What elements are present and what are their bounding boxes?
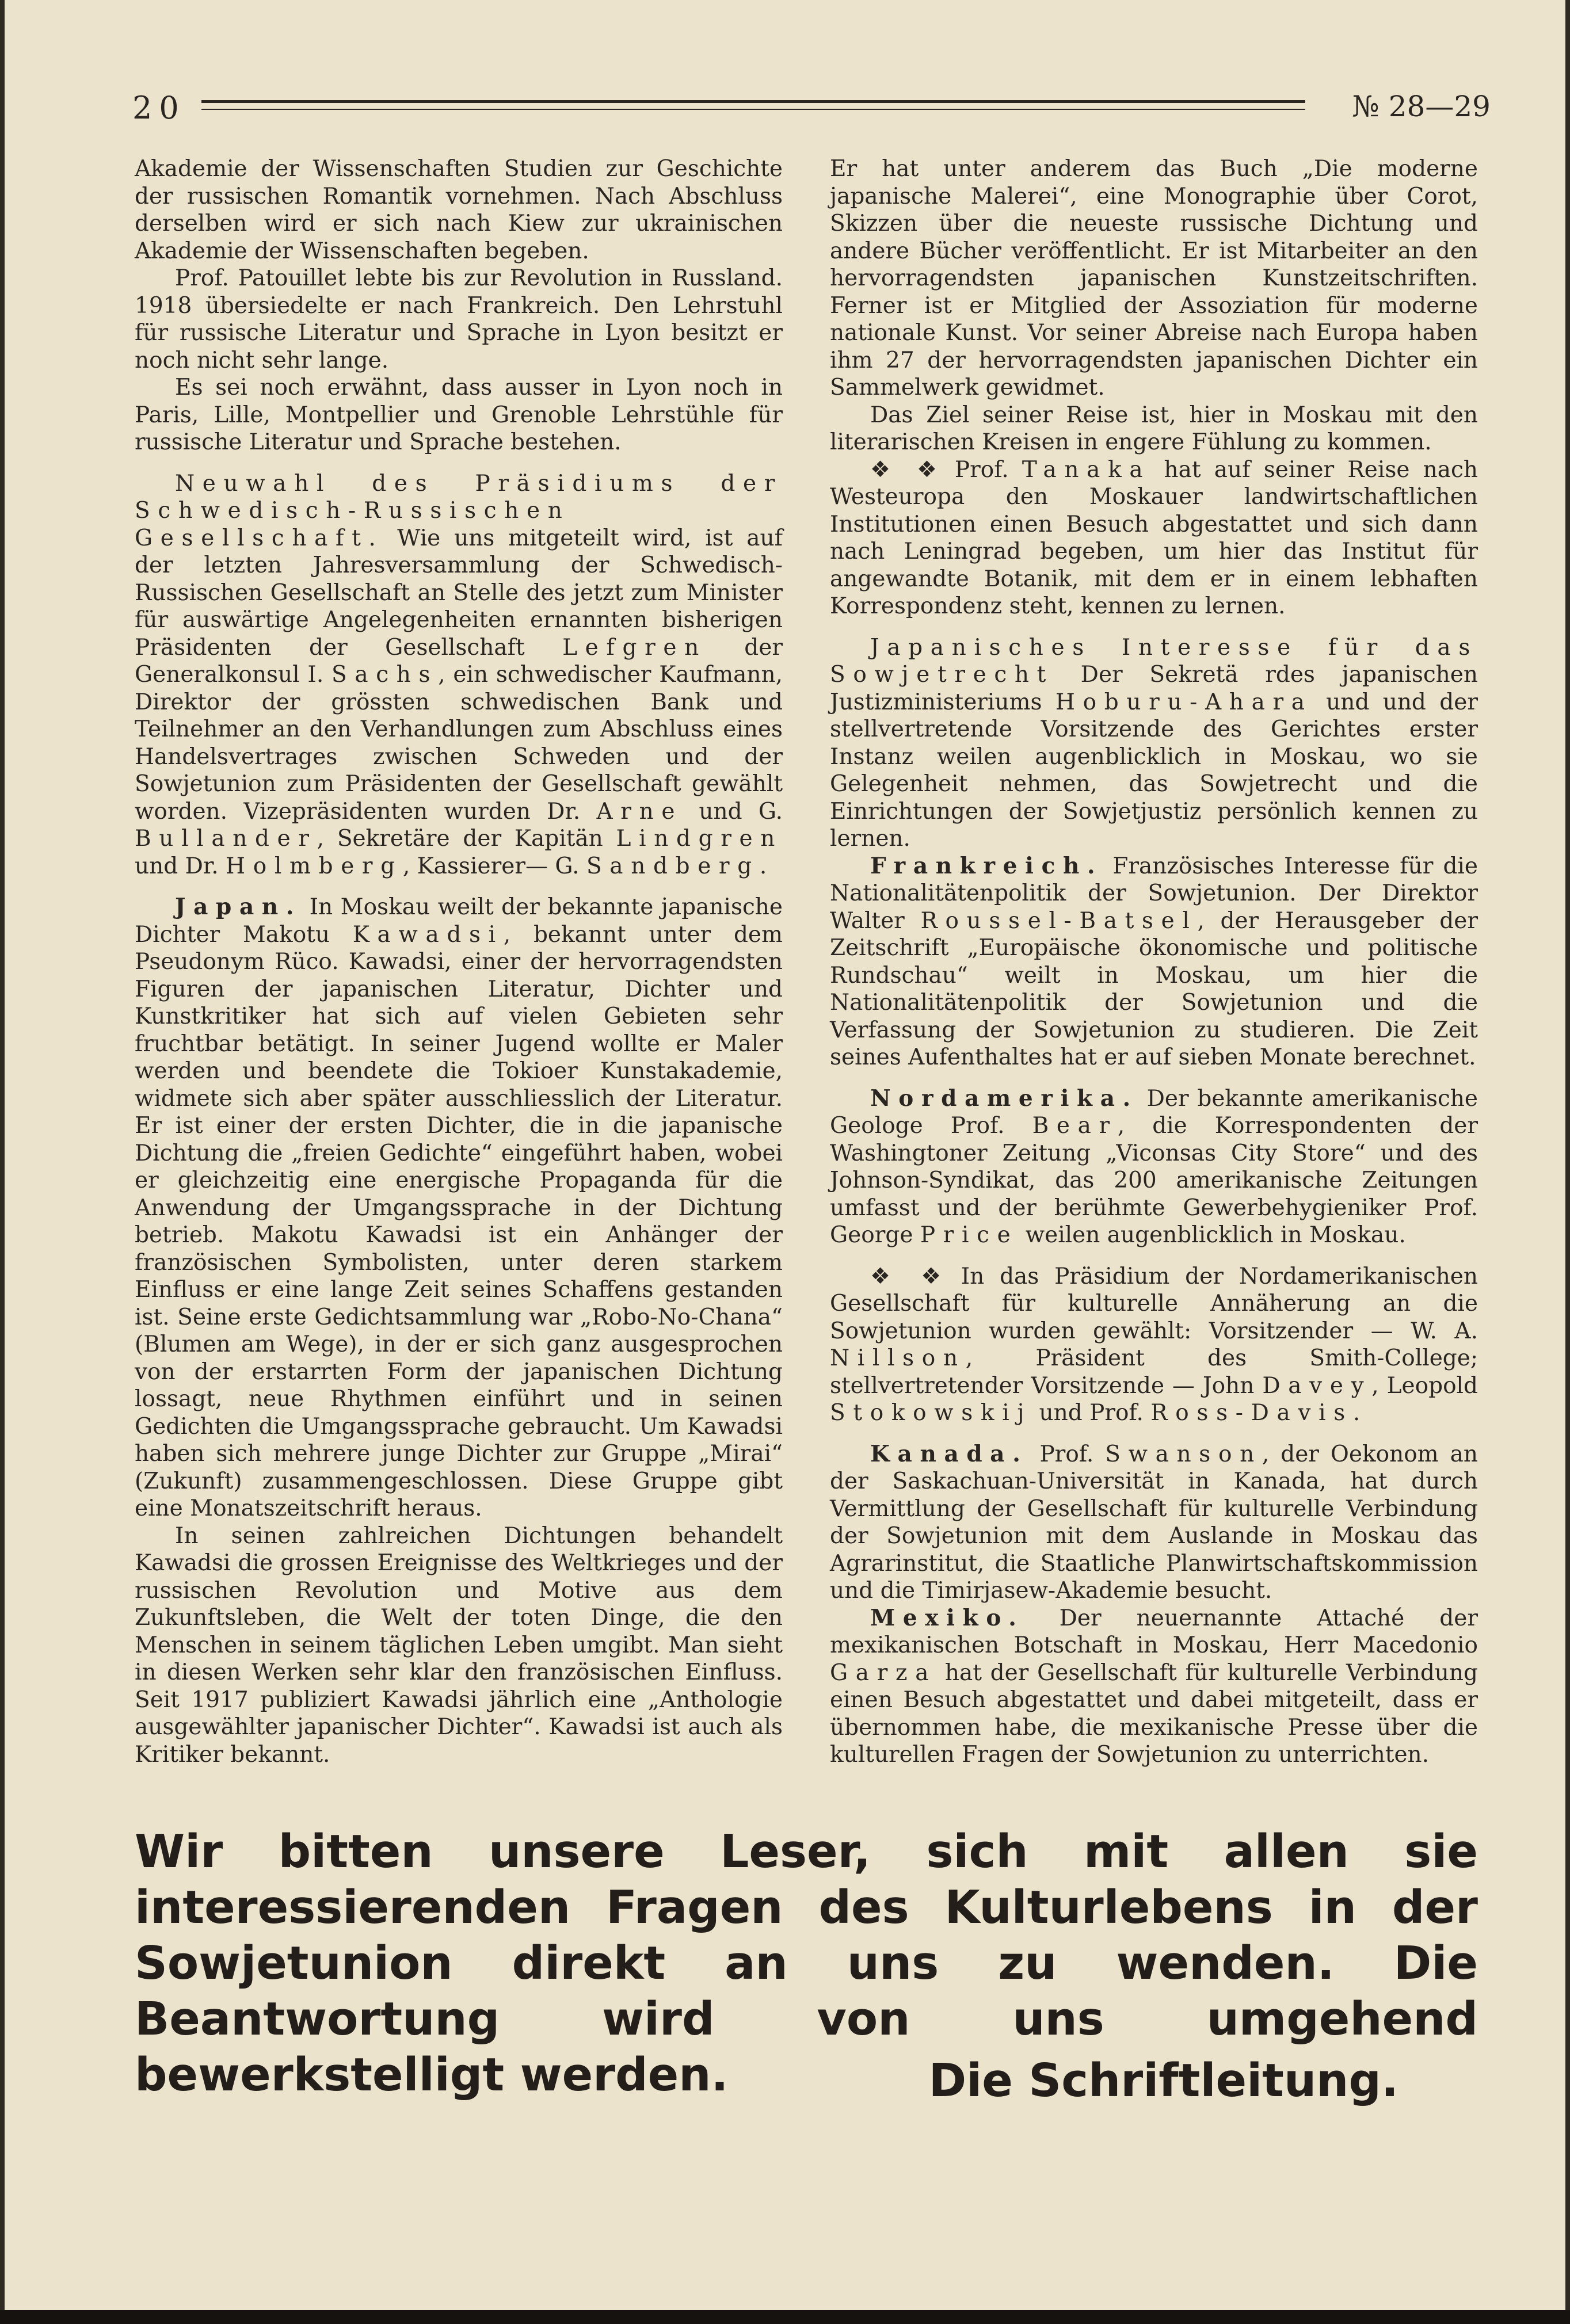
article-heading: Nordamerika.	[870, 1085, 1138, 1112]
issue-number: № 28—29	[1352, 90, 1491, 123]
person-name: Sachs	[331, 662, 439, 688]
text: , Kassierer— G.	[402, 853, 586, 879]
person-name: Lefgren	[562, 634, 707, 661]
text: und Prof.	[1032, 1400, 1151, 1426]
text: , Präsident des Smith-College; stellvertretender Vorsitzende — John	[830, 1345, 1478, 1399]
text: , der Oekonom an der Saskachuan-Universität in Kanada, hat durch Vermittlung der Gesellschaft für kulturelle Verbindung der Sowjetunion mit dem Auslande in Moskau das Agrarinstitut, die Staatliche Planwirtschaftskommission und die Timirjasew-Akademie besucht.	[830, 1441, 1478, 1604]
ornament-icon: ❖ ❖	[870, 456, 947, 483]
article-canada	[830, 1441, 1478, 1605]
article-heading: Frankreich.	[870, 852, 1103, 879]
text: hat auf seiner Reise nach Westeuropa den Moskauer landwirtschaftlichen Institutionen einen Besuch abgestattet und sich dann nach Leningrad begeben, um hier das Institut für angewandte Botanik, mit dem er in einem lebhaften Korrespondenz steht, kennen zu lernen.	[830, 456, 1478, 619]
article-tanaka	[830, 456, 1478, 620]
person-name: Lindgren	[616, 826, 783, 852]
article-swedish-russian-society	[135, 470, 783, 880]
text: hat der Gesellschaft für kulturelle Verbindung einen Besuch abgestattet und dabei mitgeteilt, dass er übernommen habe, die mexikanische Presse über die kulturellen Fragen der Sowjetunion zu unterrichten.	[830, 1659, 1478, 1768]
text: Der bekannte amerikanische Geologe Prof.	[830, 1085, 1478, 1139]
person-name: Swanson	[1105, 1441, 1262, 1467]
page-header	[132, 81, 1491, 127]
notice-text: Wir bitten unsere Leser, sich mit allen sie interessierenden Fragen des Kulturlebens in der Sowjetunion direkt an uns zu wenden. Die Beantwortung wird von uns umgehend bewerkstelligt werden.	[135, 1825, 1478, 2101]
text: und und der stellvertretende Vorsitzende des Gerichtes erster Instanz weilen augenblicklich in Moskau, wo sie Gelegenheit nehmen, das Sowjetrecht und die Einrichtungen der Sowjetjustiz persönlich kennen zu lernen.	[830, 689, 1478, 852]
article-france	[830, 853, 1478, 1071]
text: der Generalkonsul I.	[135, 634, 783, 688]
person-name: Bear	[1032, 1113, 1118, 1139]
text: .	[759, 853, 767, 879]
article-japanese-interest	[830, 634, 1478, 853]
paragraph: Er hat unter anderem das Buch „Die moderne japanische Malerei“, eine Monographie über Corot, Skizzen über die neueste russische Dichtung und andere Bücher veröffentlicht. Er ist Mitarbeiter an den hervorragendsten japanischen Kunstzeitschriften. Ferner ist er Mitglied der Assoziation für moderne nationale Kunst. Vor seiner Abreise nach Europa haben ihm 27 der hervorragendsten japanischen Dichter ein Sammelwerk gewidmet.	[830, 156, 1478, 400]
text: Prof.	[954, 456, 1022, 483]
person-name: Arne	[596, 798, 683, 825]
person-name: Kawadsi	[352, 921, 504, 948]
text: und G.	[683, 798, 783, 825]
article-heading: Kanada.	[870, 1440, 1028, 1467]
paragraph: In seinen zahlreichen Dichtungen behandelt Kawadsi die grossen Ereignisse des Weltkrieges und der russischen Revolution und Motive aus dem Zukunftsleben, die Welt der toten Dinge, die den Menschen in seinem täglichen Leben umgibt. Man sieht in diesen Werken sehr klar den französischen Einfluss. Seit 1917 publiziert Kawadsi jährlich eine „Anthologie ausgewählter japanischer Dichter“. Kawadsi ist auch als Kritiker bekannt.	[135, 1522, 783, 1768]
person-name: Davey	[1262, 1372, 1372, 1399]
ornament-icon: ❖ ❖	[870, 1263, 953, 1289]
text: In das Präsidium der Nordamerikanischen Gesellschaft für kulturelle Annäherung an die Sowjetunion wurden gewählt: Vorsitzender — W. A.	[830, 1263, 1478, 1344]
person-name: Sandberg	[586, 853, 760, 879]
article-mexico	[830, 1605, 1478, 1769]
text: Wie uns mitgeteilt wird, ist auf der letzten Jahresversammlung der Schwedisch-Russischen Gesellschaft an Stelle des jetzt zum Minister für auswärtige Angelegenheiten ernannten bisherigen Präsidenten der Gesellschaft	[135, 525, 783, 661]
paragraph: Das Ziel seiner Reise ist, hier in Moskau mit den literarischen Kreisen in engere Fühlung zu kommen.	[830, 402, 1478, 455]
document-page	[5, 0, 1565, 2324]
article-heading: Japanisches Interesse für das Sowjetrecht	[830, 634, 1478, 688]
article-north-america-presidium	[830, 1263, 1478, 1427]
scan-edge	[0, 2310, 1570, 2324]
person-name: Nillson	[830, 1345, 966, 1371]
article-japan	[135, 894, 783, 1522]
text: , der Herausgeber der Zeitschrift „Europäische ökonomische und politische Rundschau“ weilt in Moskau, um hier die Nationalitätenpolitik der Sowjetunion und die Verfassung der Sowjetunion zu studieren. Die Zeit seines Aufenthaltes hat er auf sieben Monate berechnet.	[830, 907, 1478, 1070]
person-name: Price	[920, 1222, 1019, 1248]
person-name: Tanaka	[1022, 456, 1151, 483]
text: In Moskau weilt der bekannte japanische Dichter Makotu	[135, 894, 783, 948]
page-number: 20	[132, 90, 186, 126]
article-heading: Neuwahl des Präsidiums der Schwedisch-Russischen Gesellschaft.	[135, 470, 783, 551]
text: Der Sekretä rdes japanischen Justizministeriums	[830, 662, 1478, 715]
text: , die Korrespondenten der Washingtoner Zeitung „Viconsas City Store“ und des Johnson-Syndikat, das 200 amerikanische Zeitungen umfasst und der berühmte Gewerbehygieniker Prof. George	[830, 1113, 1478, 1248]
person-name: Roussel-Batsel	[920, 907, 1198, 934]
text: .	[1352, 1400, 1361, 1426]
text: , ein schwedischer Kaufmann, Direktor der grössten schwedischen Bank und Teilnehmer an den Verhandlungen zum Abschluss eines Handelsvertrages zwischen Schweden und der Sowjetunion zum Präsidenten der Gesellschaft gewählt worden. Vizepräsidenten wurden Dr.	[135, 662, 783, 825]
person-name: Ross-Davis	[1150, 1400, 1353, 1426]
person-name: Garza	[830, 1659, 937, 1686]
paragraph: Akademie der Wissenschaften Studien zur Geschichte der russischen Romantik vornehmen. Nach Abschluss derselben wird er sich nach Kiew zur ukrainischen Akademie der Wissenschaften begeben.	[135, 156, 783, 264]
text: , Sekretäre der Kapitän	[317, 826, 616, 852]
text: Französisches Interesse für die Nationalitätenpolitik der Sowjetunion. Der Direktor Walter	[830, 853, 1478, 934]
header-rule	[201, 100, 1305, 110]
text: und Dr.	[135, 853, 226, 879]
right-column	[830, 155, 1478, 1769]
text: , bekannt unter dem Pseudonym Rüco. Kawadsi, einer der hervorragendsten Figuren der japanischen Literatur, Dichter und Kunstkritiker hat sich auf vielen Gebieten sehr fruchtbar betätigt. In seiner Jugend wollte er Maler werden und beendete die Tokioer Kunstakademie, widmete sich aber später ausschliesslich der Literatur. Er ist einer der ersten Dichter, die in die japanische Dichtung die „freien Gedichte“ eingeführt haben, wobei er gleichzeitig eine energische Propaganda für die Anwendung der Umgangssprache in der Dichtung betrieb. Makotu Kawadsi ist ein Anhänger der französischen Symbolisten, unter deren starkem Einfluss er eine lange Zeit seines Schaffens gestanden ist. Seine erste Gedichtsammlung war „Robo-No-Chana“ (Blumen am Wege), in der er sich ganz ausgesprochen von der erstarrten Form der japanischen Dichtung lossagt, neue Rhythmen einführt und in seinen Gedichten die Umgangssprache gebraucht. Um Kawadsi haben sich mehrere junge Dichter zur Gruppe „Mirai“ (Zukunft) zusammengeschlossen. Diese Gruppe gibt eine Monatszeitschrift heraus.	[135, 921, 783, 1521]
text: Der neuernannte Attaché der mexikanischen Botschaft in Moskau, Herr Macedonio	[830, 1605, 1478, 1658]
editorial-signature: Die Schriftleitung.	[928, 2054, 1398, 2107]
person-name: Stokowskij	[830, 1400, 1032, 1426]
person-name: Holmberg	[226, 853, 403, 879]
text: , Leopold	[1371, 1372, 1478, 1399]
paragraph: Prof. Patouillet lebte bis zur Revolution in Russland. 1918 übersiedelte er nach Frankreich. Den Lehrstuhl für russische Literatur und Sprache in Lyon besitzt er noch nicht sehr lange.	[135, 265, 783, 373]
person-name: Hoburu-Ahara	[1055, 689, 1313, 715]
text: Prof.	[1028, 1441, 1106, 1467]
person-name: Bullander	[135, 826, 317, 852]
article-heading: Japan.	[175, 894, 302, 920]
left-column	[135, 155, 783, 1768]
article-heading: Mexiko.	[870, 1604, 1024, 1631]
paragraph: Es sei noch erwähnt, dass ausser in Lyon noch in Paris, Lille, Montpellier und Grenoble Lehrstühle für russische Literatur und Sprache bestehen.	[135, 375, 783, 455]
article-north-america	[830, 1085, 1478, 1249]
text: weilen augenblicklich in Moskau.	[1018, 1222, 1406, 1248]
